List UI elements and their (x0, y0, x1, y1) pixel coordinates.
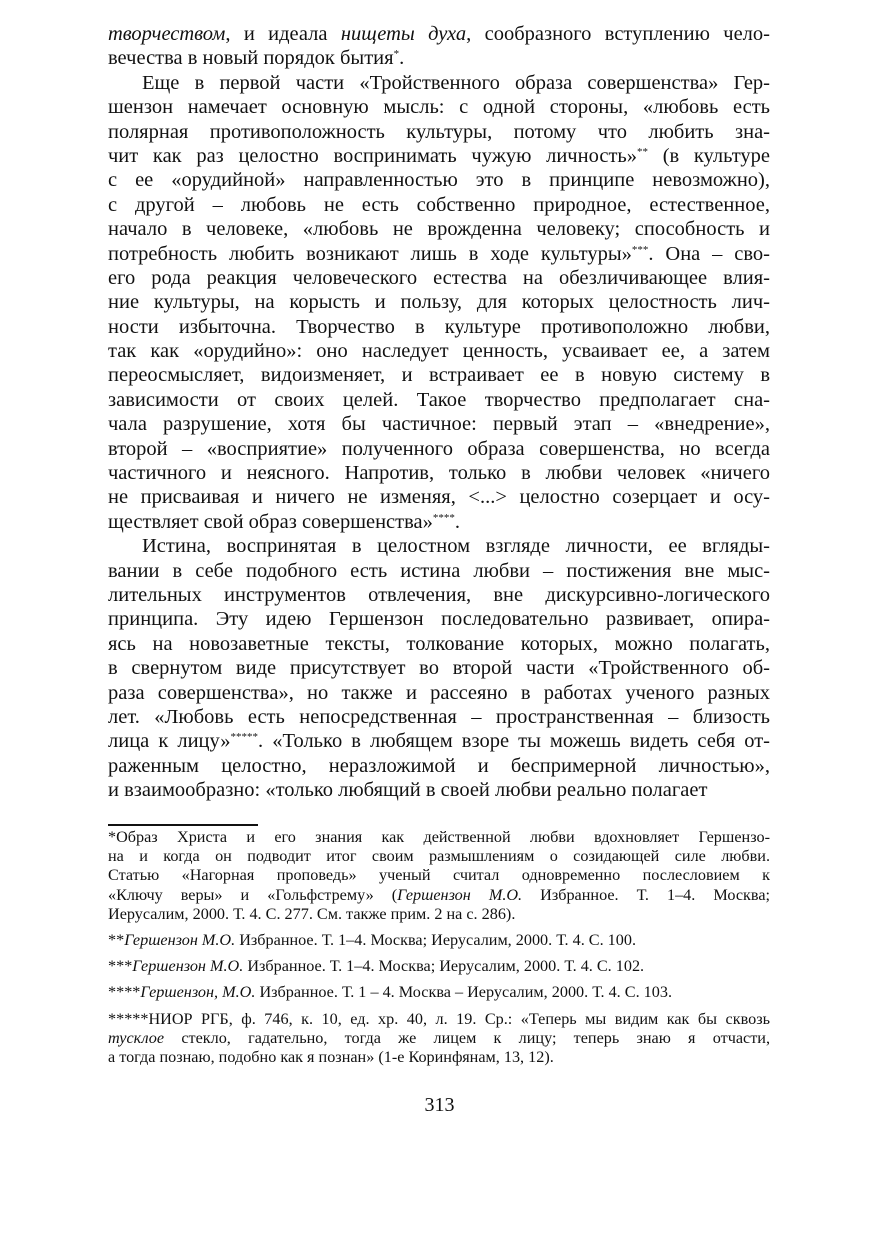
footnote-line: ***Гершензон М.О. Избранное. Т. 1–4. Москва; Иерусалим, 2000. Т. 4. С. 102. (108, 957, 645, 976)
footnote-line: Иерусалим, 2000. Т. 4. С. 277. См. также прим. 2 на с. 286). (108, 904, 516, 923)
text-line: раженным целостно, неразложимой и беспримерной личностью», (108, 754, 770, 777)
footnote-separator (108, 824, 258, 826)
footnote (108, 1010, 770, 1068)
text-line: раза совершенства», но также и рассеяно в работах ученого разных (108, 681, 770, 704)
footnote-line: на и когда он подводит итог своим размышлениям о созидающей силе любви. (108, 847, 770, 866)
text-line: частичного и неясного. Напротив, только в любви человек «ничего (108, 462, 770, 485)
footnote-line: *Образ Христа и его знания как действенной любви вдохновляет Гершензо- (108, 828, 770, 846)
footnote (108, 828, 770, 924)
text-line: с другой – любовь не есть собственно природное, естественное, (108, 193, 770, 216)
footnote (108, 931, 770, 950)
text-line: начало в человеке, «любовь не врожденна человеку; способность и (108, 218, 770, 241)
footnote-line: **Гершензон М.О. Избранное. Т. 1–4. Москва; Иерусалим, 2000. Т. 4. С. 100. (108, 930, 637, 949)
text-line: в свернутом виде присутствует во второй части «Тройственного об- (108, 657, 770, 680)
text-line: вании в себе подобного есть истина любви – постижения вне мыс- (108, 559, 770, 582)
text-line: ности избыточна. Творчество в культуре противоположно любви, (108, 315, 770, 338)
footnote (108, 983, 770, 1002)
text-line: чала разрушение, хотя бы частичное: первый этап – «внедрение», (108, 413, 770, 436)
text-line: так как «орудийно»: оно наследует ценность, усваивает ее, а затем (108, 340, 770, 363)
text-line: принципа. Эту идею Гершензон последовательно развивает, опира- (108, 608, 770, 631)
text-line: лительных инструментов отвлечения, вне дискурсивно-логического (108, 583, 770, 606)
text-line: второй – «восприятие» полученного образа совершенства, но всегда (108, 437, 770, 460)
footnote-line: а тогда познаю, подобно как я познан» (1-е Коринфянам, 13, 12). (108, 1047, 554, 1066)
text-line: ществляет свой образ совершенства»****. (108, 510, 460, 533)
text-line: переосмысляет, видоизменяет, и встраивает ее в новую систему в (108, 364, 770, 387)
footnote-line: «Ключу веры» и «Гольфстрему» (Гершензон М.О. Избранное. Т. 1–4. Москва; (108, 885, 770, 904)
paragraph (108, 534, 770, 802)
text-line: Еще в первой части «Тройственного образа совершенства» Гер- (142, 71, 770, 94)
text-line: чит как раз целостно воспринимать чужую личность»** (в культуре (108, 144, 770, 167)
text-line: шензон намечает основную мысль: с одной стороны, «любовь есть (108, 96, 770, 119)
paragraph (108, 71, 770, 534)
text-line: зависимости от своих целей. Такое творчество предполагает сна- (108, 388, 770, 411)
paragraph (108, 22, 770, 71)
footnotes (108, 828, 770, 1067)
footnote-line: *****НИОР РГБ, ф. 746, к. 10, ед. хр. 40, л. 19. Ср.: «Теперь мы видим как бы сквозь (108, 1009, 770, 1028)
text-line: с ее «орудийной» направленностью это в принципе невозможно), (108, 169, 770, 192)
page-number: 313 (424, 1094, 455, 1116)
text-line: творчеством, и идеала нищеты духа, сообразного вступлению чело- (108, 23, 770, 45)
main-text (108, 22, 770, 803)
text-line: и взаимообразно: «только любящий в своей любви реально полагает (108, 779, 708, 802)
text-line: Истина, воспринятая в целостном взгляде личности, ее вгляды- (142, 535, 770, 558)
footnote-line: тусклое стекло, гадательно, тогда же лицем к лицу; теперь знаю я отчасти, (108, 1028, 770, 1047)
text-line: ние культуры, на корысть и пользу, для которых целостность лич- (108, 291, 770, 314)
text-line: ясь на новозаветные тексты, толкование которых, можно полагать, (108, 632, 770, 655)
text-line: лет. «Любовь есть непосредственная – пространственная – близость (108, 705, 770, 728)
text-line: не присваивая и ничего не изменяя, <...> целостно созерцает и осу- (108, 486, 770, 509)
text-line: потребность любить возникают лишь в ходе культуры»***. Она – сво- (108, 242, 770, 265)
text-line: лица к лицу»*****. «Только в любящем взоре ты можешь видеть себя от- (108, 730, 770, 753)
footnote (108, 957, 770, 976)
text-line: полярная противоположность культуры, потому что любить зна- (108, 120, 770, 143)
text-line: вечества в новый порядок бытия*. (108, 47, 405, 70)
footnote-line: ****Гершензон, М.О. Избранное. Т. 1 – 4. Москва – Иерусалим, 2000. Т. 4. С. 103. (108, 983, 672, 1002)
footnote-line: Статью «Нагорная проповедь» ученый считал одновременно послесловием к (108, 866, 770, 885)
text-line: его рода реакция человеческого естества на обезличивающее влия- (108, 266, 770, 289)
